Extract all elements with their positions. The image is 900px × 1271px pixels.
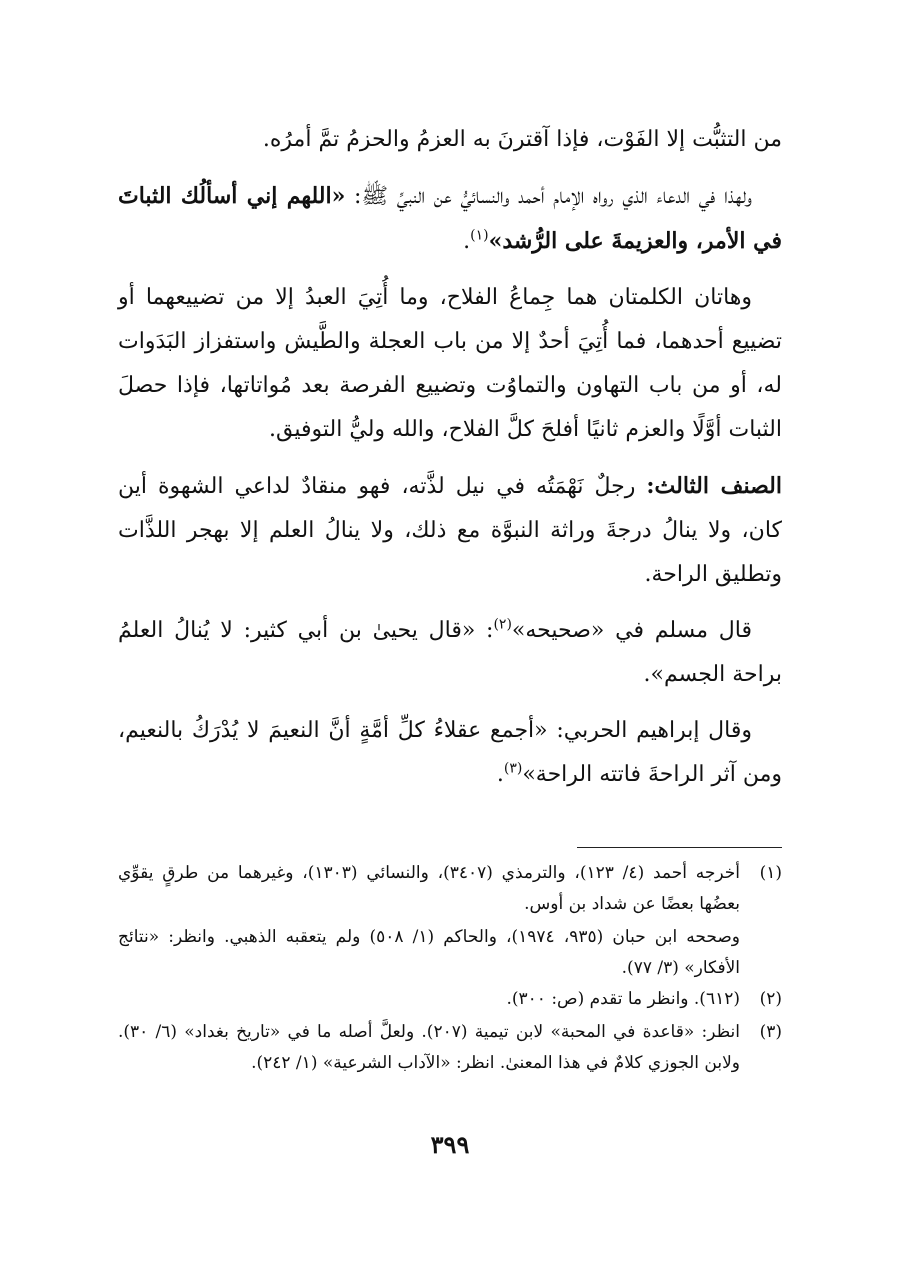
paragraph-1-text: من التثبُّت إلا الفَوْت، فإذا آقترنَ به العزمُ والحزمُ تمَّ أمرُه. — [262, 127, 782, 152]
third-category-label: الصنف الثالث: — [646, 473, 782, 499]
paragraph-4-text: رجلٌ نَهْمَتُه في نيل لذَّته، فهو منقادٌ لداعي الشهوة أين كان، ولا ينالُ درجةَ وراثة النبوَّة مع ذلك، ولا ينالُ العلم إلا بهجر اللذَّات وتطليق الراحة. — [118, 474, 782, 587]
footnotes — [118, 858, 782, 1081]
paragraph-3 — [118, 276, 782, 452]
paragraph-3-text: وهاتان الكلمتان هما جِماعُ الفلاح، وما أُتِيَ العبدُ إلا من تضييعهما أو تضييع أحدهما، فما أُتِيَ أحدٌ إلا من باب العجلة والطَّيش واستفزاز البَدَوات له، أو من باب التهاون والتماوُت وتضييع الفرصة بعد مُواتاتها، فإذا حصلَ الثبات أوَّلًا والعزم ثانيًا أفلحَ كلَّ الفلاح، والله وليُّ التوفيق. — [118, 285, 782, 442]
footnote-ref-3[interactable]: (٣) — [503, 760, 523, 777]
paragraph-5 — [118, 609, 782, 697]
page-number: ٣٩٩ — [430, 1130, 470, 1159]
paragraph-2-end: . — [463, 229, 471, 254]
paragraph-6-end: . — [496, 762, 504, 787]
footnote-3 — [118, 1017, 782, 1079]
footnote-number: (١) — [759, 863, 782, 883]
footnote-ref-2[interactable]: (٢) — [493, 616, 512, 633]
paragraph-2 — [118, 174, 782, 264]
footnote-number: (٢) — [759, 989, 782, 1009]
paragraph-5-b: : «قال يحيىٰ بن أبي كثير: لا يُنالُ العلمُ براحة الجسم». — [118, 618, 782, 687]
paragraph-5-a: قال مسلم في «صحيحه» — [511, 618, 752, 643]
footnote-text: انظر: «قاعدة في المحبة» لابن تيمية (٢٠٧). ولعلَّ أصله ما في «تاريخ بغداد» (٦/ ٣٠). ولابن الجوزي كلامٌ في هذا المعنىٰ. انظر: «الآداب الشرعية» (١/ ٢٤٢). — [118, 1022, 740, 1073]
footnote-text: (٦١٢). وانظر ما تقدم (ص: ٣٠٠). — [506, 989, 740, 1009]
dua-quote: «اللهم إني أسألُك الثباتَ في الأمر، والعزيمةَ على الرُّشد» — [118, 183, 782, 254]
paragraph-4 — [118, 464, 782, 597]
footnote-1 — [118, 858, 782, 920]
footnote-ref-1[interactable]: (١) — [470, 227, 489, 244]
paragraph-1 — [118, 118, 782, 162]
footnote-text: أخرجه أحمد (٤/ ١٢٣)، والترمذي (٣٤٠٧)، والنسائي (١٣٠٣)، وغيرهما من طرقٍ يقوِّي بعضُها بعضًا عن شداد بن أوس. — [118, 863, 740, 914]
paragraph-6 — [118, 709, 782, 797]
paragraph-2-intro: ولهذا في الدعاء الذي رواه الإمام أحمد والنسائيُّ عن النبيِّ ﷺ: — [345, 184, 752, 209]
footnote-number: (٣) — [759, 1022, 782, 1042]
footnote-1-continuation: وصححه ابن حبان (٩٣٥، ١٩٧٤)، والحاكم (١/ ٥٠٨) ولم يتعقبه الذهبي. وانظر: «نتائج الأفكار» (٣/ ٧٧). — [118, 927, 741, 978]
footnote-2 — [118, 984, 782, 1015]
footnote-divider — [577, 847, 782, 848]
paragraph-6-a: وقال إبراهيم الحربي: «أجمع عقلاءُ كلِّ أمَّةٍ أنَّ النعيمَ لا يُدْرَكُ بالنعيم، ومن آثر الراحةَ فاتته الراحة» — [118, 718, 782, 787]
main-text — [118, 118, 782, 809]
